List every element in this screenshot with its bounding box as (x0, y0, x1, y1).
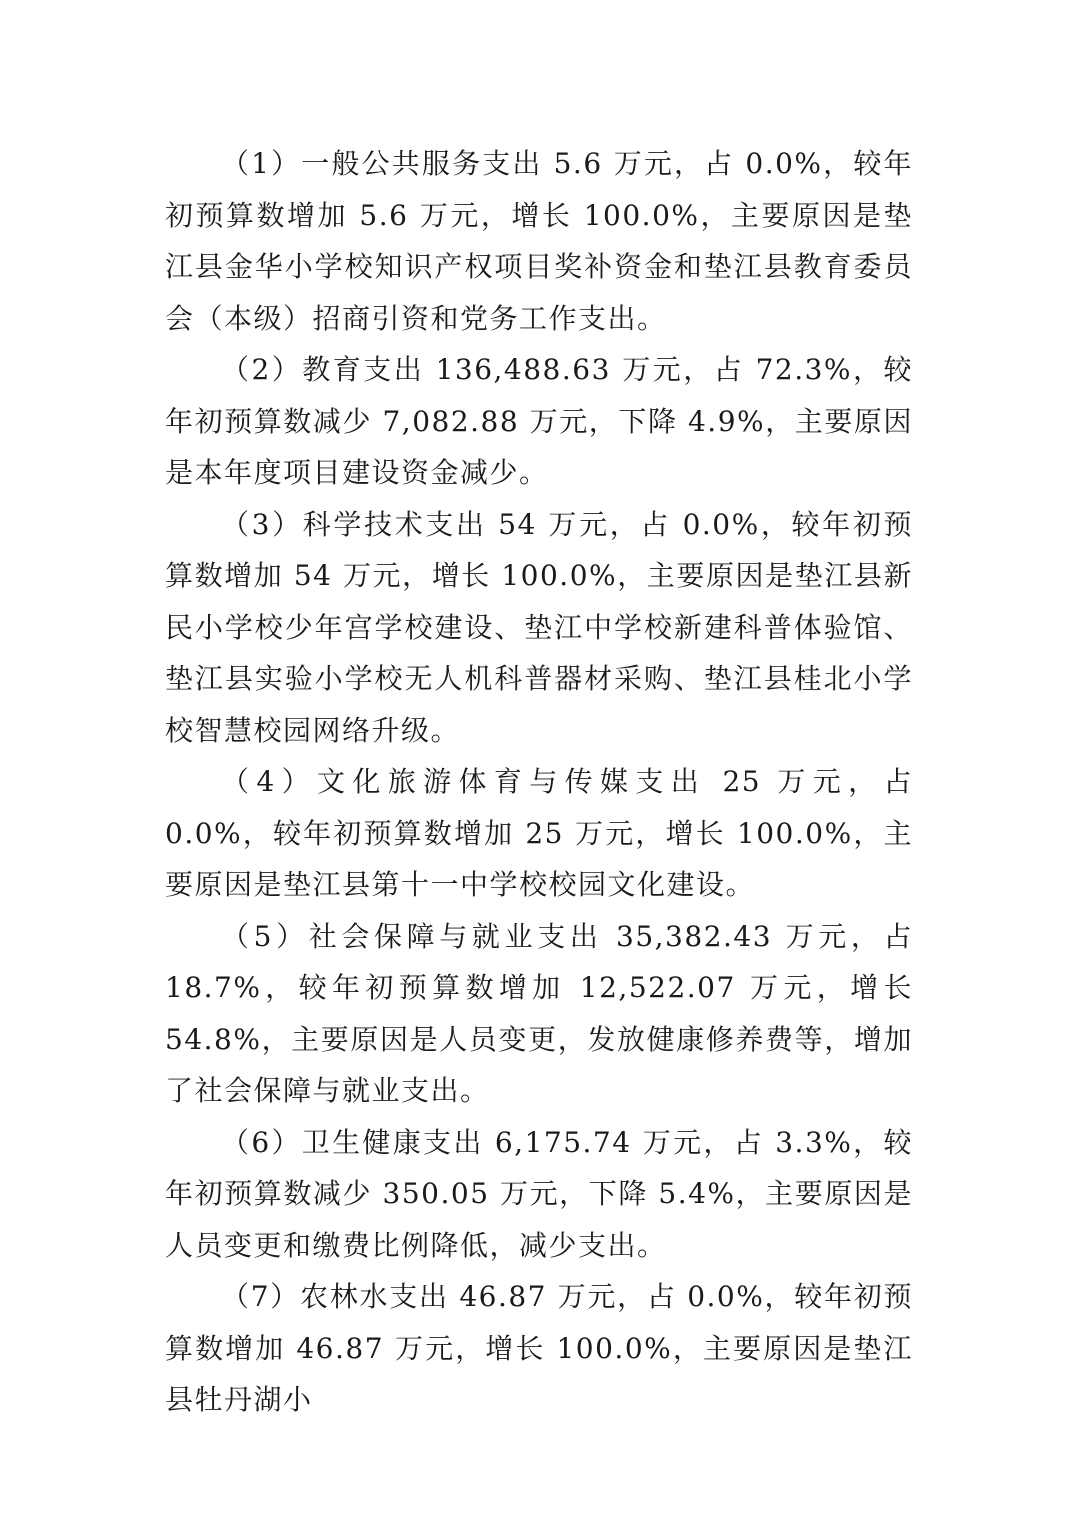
paragraph-education: （2）教育支出 136,488.63 万元，占 72.3%，较年初预算数减少 7,082.88 万元，下降 4.9%，主要原因是本年度项目建设资金减少。 (165, 353, 913, 489)
paragraph-agriculture-forestry-water: （7）农林水支出 46.87 万元，占 0.0%，较年初预算数增加 46.87 万元，增长 100.0%，主要原因是垫江县牡丹湖小 (165, 1280, 913, 1416)
document-body (165, 138, 913, 1426)
paragraph-culture-tourism-sports-media: （4）文化旅游体育与传媒支出 25 万元，占 0.0%，较年初预算数增加 25 万元，增长 100.0%，主要原因是垫江县第十一中学校校园文化建设。 (165, 765, 913, 901)
paragraph-social-security-employment: （5）社会保障与就业支出 35,382.43 万元，占 18.7%，较年初预算数增加 12,522.07 万元，增长 54.8%，主要原因是人员变更，发放健康修养费等，增加了社会保障与就业支出。 (165, 919, 913, 1107)
paragraph-health: （6）卫生健康支出 6,175.74 万元，占 3.3%，较年初预算数减少 350.05 万元，下降 5.4%，主要原因是人员变更和缴费比例降低，减少支出。 (165, 1125, 913, 1262)
paragraph-general-public-services: （1）一般公共服务支出 5.6 万元，占 0.0%，较年初预算数增加 5.6 万元，增长 100.0%，主要原因是垫江县金华小学校知识产权项目奖补资金和垫江县教育委员会（本级）招商引资和党务工作支出。 (165, 147, 913, 335)
paragraph-science-technology: （3）科学技术支出 54 万元，占 0.0%，较年初预算数增加 54 万元，增长 100.0%，主要原因是垫江县新民小学校少年宫学校建设、垫江中学校新建科普体验馆、垫江县实验小学校无人机科普器材采购、垫江县桂北小学校智慧校园网络升级。 (165, 507, 913, 747)
